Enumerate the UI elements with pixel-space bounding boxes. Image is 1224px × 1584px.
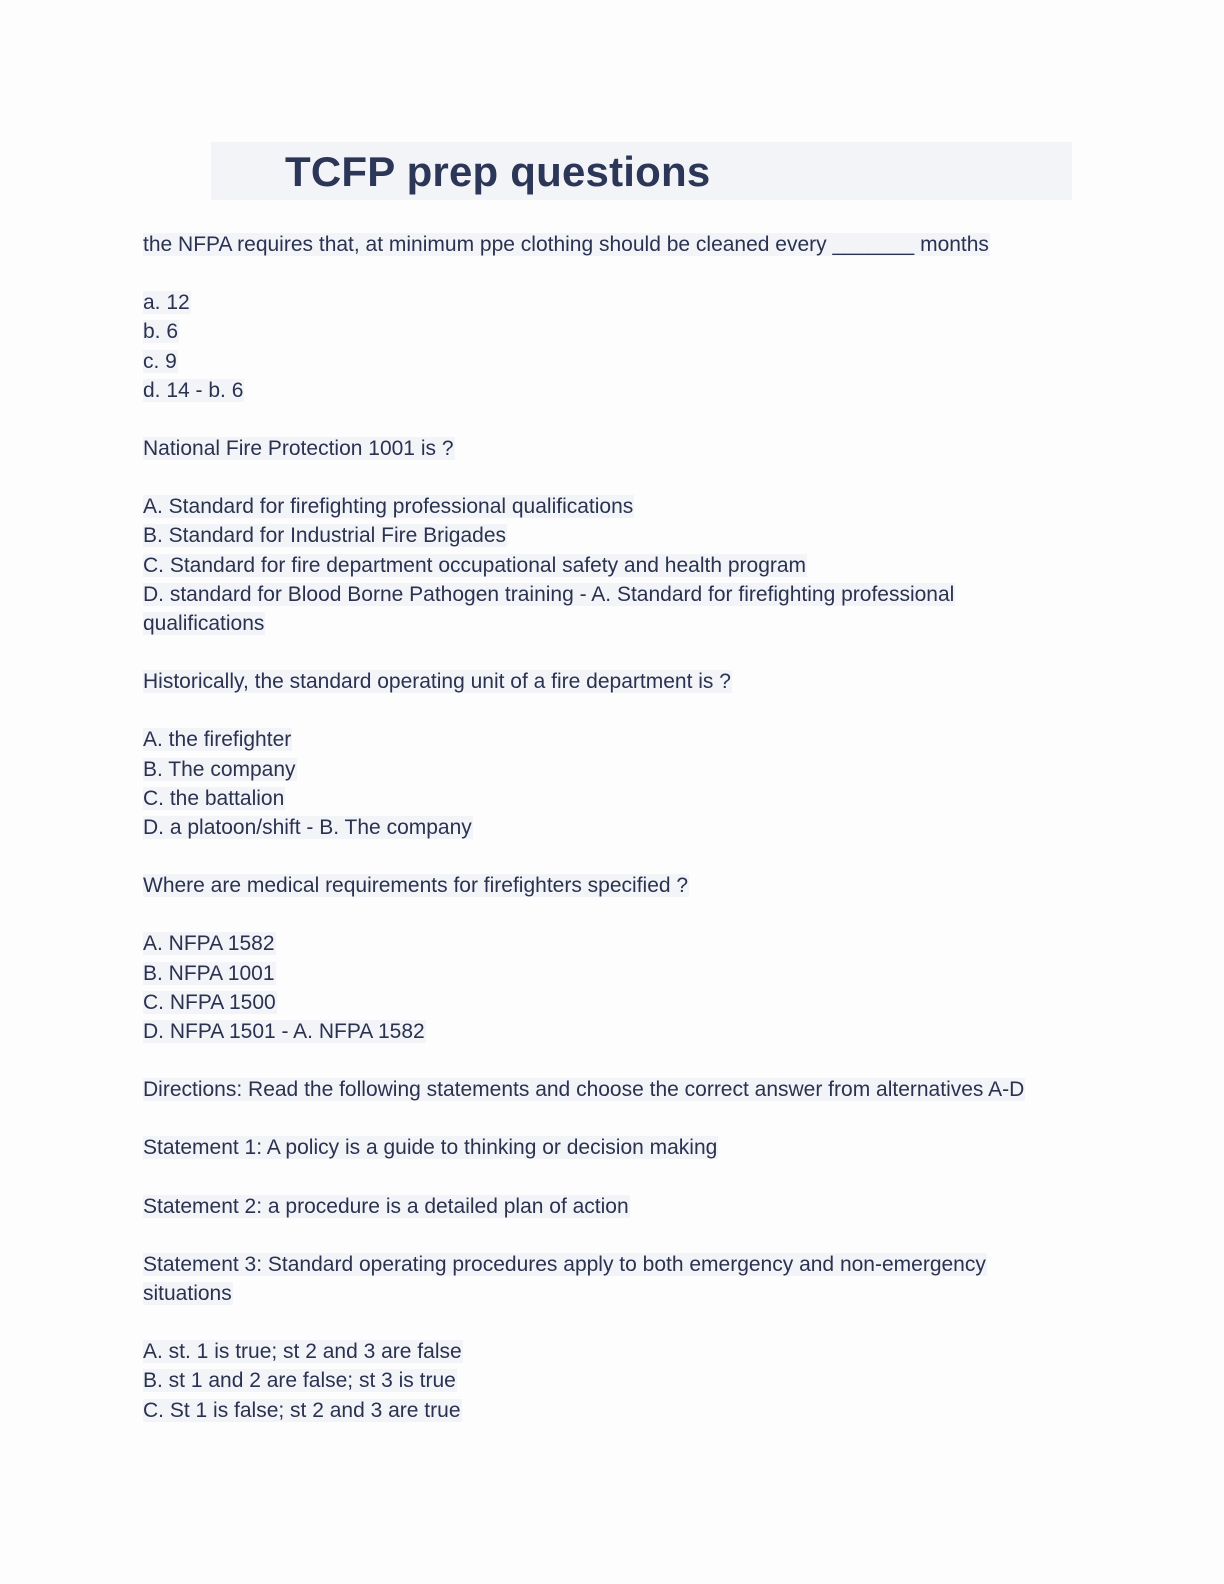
question-2-prompt: National Fire Protection 1001 is ? xyxy=(143,437,454,461)
question-3-option: B. The company xyxy=(143,757,296,781)
question-4-prompt: Where are medical requirements for firefighters specified ? xyxy=(143,874,689,898)
page-title: TCFP prep questions xyxy=(285,148,711,195)
question-4-option: D. NFPA 1501 - A. NFPA 1582 xyxy=(143,1020,425,1044)
answer-option: A. st. 1 is true; st 2 and 3 are false xyxy=(143,1340,462,1364)
question-3-option: C. the battalion xyxy=(143,786,285,810)
question-2-option: A. Standard for firefighting professional qualifications xyxy=(143,495,634,519)
question-4-option: C. NFPA 1500 xyxy=(143,990,276,1014)
question-4-option: B. NFPA 1001 xyxy=(143,961,275,985)
question-2-option: B. Standard for Industrial Fire Brigades xyxy=(143,524,507,548)
statement: Statement 3: Standard operating procedures apply to both emergency and non-emergency xyxy=(143,1252,986,1276)
question-3-prompt: Historically, the standard operating unit of a fire department is ? xyxy=(143,670,731,694)
directions: Directions: Read the following statements and choose the correct answer from alternatives A-D xyxy=(143,1078,1025,1102)
statement: Statement 2: a procedure is a detailed plan of action xyxy=(143,1194,629,1218)
answer-option: B. st 1 and 2 are false; st 3 is true xyxy=(143,1369,456,1393)
question-3-option: A. the firefighter xyxy=(143,728,292,752)
question-2-option: qualifications xyxy=(143,612,265,636)
question-1-option: d. 14 - b. 6 xyxy=(143,378,244,402)
question-1-option: b. 6 xyxy=(143,320,179,344)
answer-option: C. St 1 is false; st 2 and 3 are true xyxy=(143,1398,461,1422)
document-body xyxy=(143,230,1073,1425)
question-2-option: C. Standard for fire department occupational safety and health program xyxy=(143,553,807,577)
statement: Statement 1: A policy is a guide to thinking or decision making xyxy=(143,1136,718,1160)
question-3-option: D. a platoon/shift - B. The company xyxy=(143,816,472,840)
question-1-prompt: the NFPA requires that, at minimum ppe clothing should be cleaned every _______ months xyxy=(143,233,989,256)
statement-continued: situations xyxy=(143,1282,232,1306)
question-4-option: A. NFPA 1582 xyxy=(143,932,275,956)
question-1-option: a. 12 xyxy=(143,291,190,315)
question-2-option: D. standard for Blood Borne Pathogen training - A. Standard for firefighting professional xyxy=(143,582,955,606)
question-1-option: c. 9 xyxy=(143,349,177,373)
